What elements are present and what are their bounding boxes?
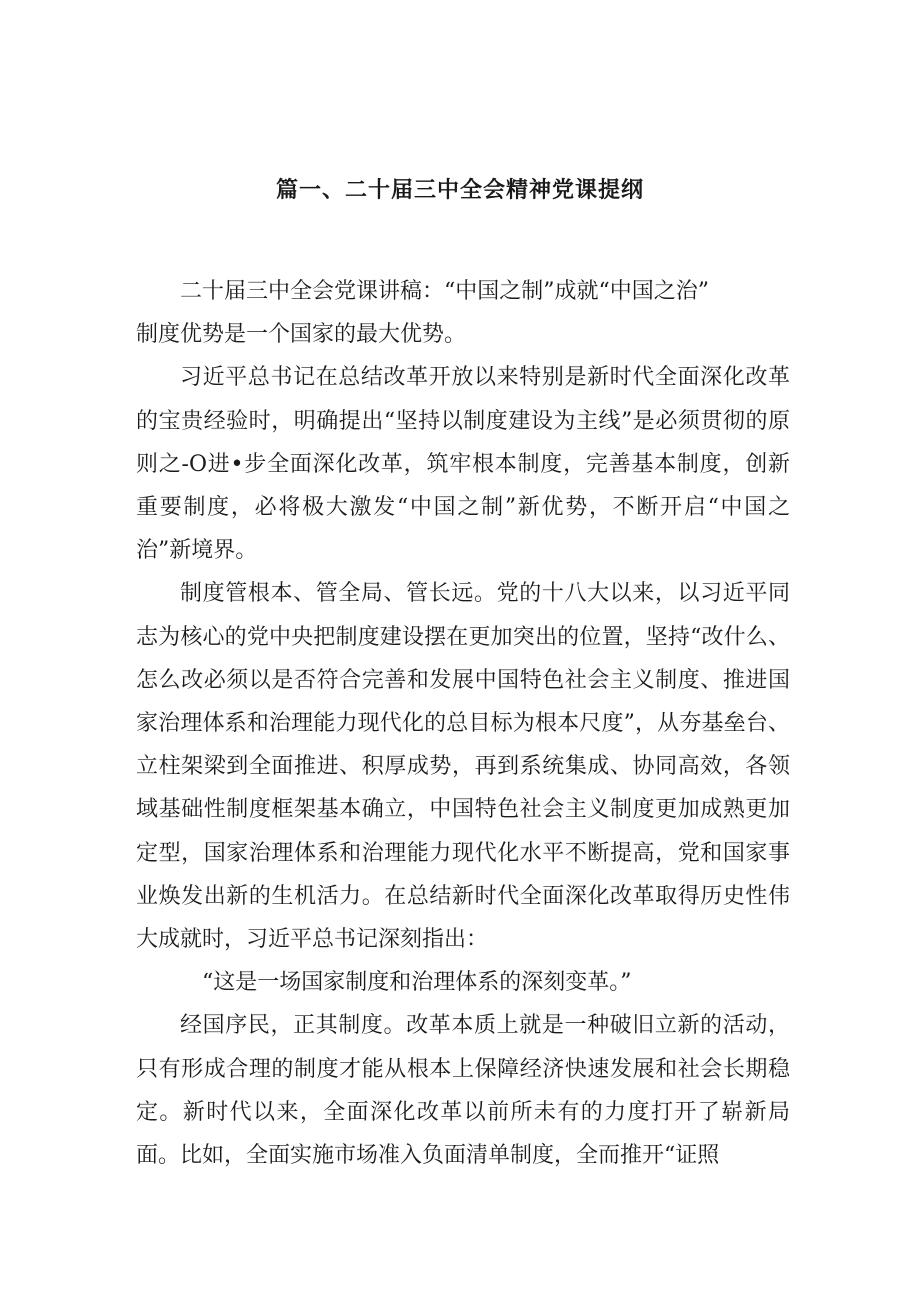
- paragraph-body-2: 制度管根本、管全局、管长远。党的十八大以来，以习近平同志为核心的党中央把制度建设摆在更加突出的位置，坚持“改什么、怎么改必须以是否符合完善和发展中国特色社会主义制度、推进国家治理体系和治理能力现代化的总目标为根本尺度”，从夯基垒台、立柱架梁到全面推进、积厚成势，再到系统集成、协同高效，各领域基础性制度框架基本确立，中国特色社会主义制度更加成熟更加定型，国家治理体系和治理能力现代化水平不断提高，党和国家事业焕发出新的生机活力。在总结新时代全面深化改革取得历史性伟大成就时，习近平总书记深刻指出：: [136, 581, 790, 953]
- paragraph-quote: “这是一场国家制度和治理体系的深刻变革。”: [202, 970, 632, 996]
- document-body: [136, 270, 790, 1177]
- document-title: 篇一、二十届三中全会精神党课提纲: [275, 177, 644, 203]
- paragraph-body-1: 习近平总书记在总结改革开放以来特别是新时代全面深化改革的宝贵经验时，明确提出“坚持以制度建设为主线”是必须贯彻的原则之-O进•步全面深化改革，筑牢根本制度，完善基本制度，创新重要制度，必将极大激发“中国之制”新优势，不断开启“中国之治”新境界。: [136, 365, 790, 564]
- paragraph-subtitle: 二十届三中全会党课讲稿：“中国之制”成就“中国之治”: [180, 279, 709, 304]
- paragraph-body-3: 经国序民，正其制度。改革本质上就是一种破旧立新的活动，只有形成合理的制度才能从根本上保障经济快速发展和社会长期稳定。新时代以来，全面深化改革以前所未有的力度打开了崭新局面。比如，全面实施市场准入负面清单制度，全而推开“证照: [136, 1013, 790, 1169]
- paragraph-lead: 制度优势是一个国家的最大优势。: [136, 322, 467, 348]
